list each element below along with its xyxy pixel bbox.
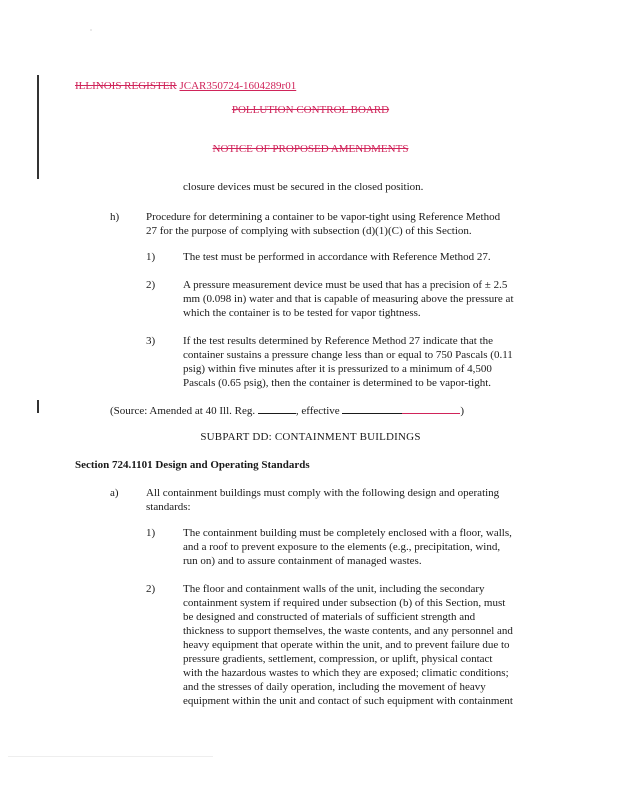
change-bar-source (37, 400, 39, 413)
subpart-heading: SUBPART DD: CONTAINMENT BUILDINGS (200, 431, 421, 443)
item-a2-line-8: and the stresses of daily operation, including the movement of heavy (183, 681, 486, 693)
item-h2-line-2: mm (0.098 in) water and that is capable of measuring above the pressure at (183, 293, 514, 305)
register-inserted: JCAR350724-1604289r01 (179, 80, 297, 92)
item-h2-line-3: which the container is to be tested for vapor tightness. (183, 307, 421, 319)
source-end: ) (460, 405, 465, 417)
item-a2-line-3: be designed and constructed of materials of sufficient strength and (183, 611, 476, 623)
item-h1-line-1: The test must be performed in accordance with Reference Method 27. (183, 251, 491, 263)
section-heading: Section 724.1101 Design and Operating Standards (75, 459, 310, 471)
scan-rule (8, 756, 213, 757)
source-date-blank (342, 402, 402, 414)
closure-line: closure devices must be secured in the closed position. (183, 181, 424, 193)
item-a2-line-9: equipment within the unit and contact of such equipment with containment (183, 695, 513, 707)
item-a1-label: 1) (146, 527, 156, 539)
item-a2-line-4: thickness to support themselves, the waste contents, and any personnel and (183, 625, 513, 637)
scan-mark (90, 29, 92, 31)
source-middle: , effective (295, 405, 340, 417)
item-h-line-2: 27 for the purpose of complying with subsection (d)(1)(C) of this Section. (146, 225, 472, 237)
item-h3-label: 3) (146, 335, 156, 347)
change-bar-top (37, 75, 39, 179)
item-h2-line-1: A pressure measurement device must be used that has a precision of ± 2.5 (183, 279, 508, 291)
register-header (75, 79, 296, 94)
item-a2-line-2: containment system if required under subsection (b) of this Section, must (183, 597, 506, 609)
item-a1-line-2: and a roof to prevent exposure to the elements (e.g., precipitation, wind, (183, 541, 501, 553)
source-prefix: (Source: Amended at 40 Ill. Reg. (110, 405, 256, 417)
item-a2-line-5: heavy equipment that operate within the unit, and to prevent failure due to (183, 639, 510, 651)
item-h2-label: 2) (146, 279, 156, 291)
register-struck: ILLINOIS REGISTER (75, 80, 177, 92)
item-h3-line-1: If the test results determined by Reference Method 27 indicate that the (183, 335, 494, 347)
source-reg-blank (258, 402, 296, 414)
item-h3-line-3: psig) within five minutes after it is pressurized to a minimum of 4,500 (183, 363, 492, 375)
item-a2-line-6: pressure gradients, settlement, compression, or uplift, physical contact (183, 653, 493, 665)
item-a1-line-3: run on) and to assure containment of managed wastes. (183, 555, 422, 567)
item-a2-line-1: The floor and containment walls of the unit, including the secondary (183, 583, 485, 595)
item-a-label: a) (110, 487, 119, 499)
item-h3-line-2: container sustains a pressure change less than or equal to 750 Pascals (0.11 (183, 349, 513, 361)
item-a1-line-1: The containment building must be completely enclosed with a floor, walls, (183, 527, 512, 539)
item-a-line-2: standards: (146, 501, 191, 513)
item-a-line-1: All containment buildings must comply with the following design and operating (146, 487, 500, 499)
source-date-blank-inserted (402, 402, 460, 414)
item-a2-line-7: with the hazardous wastes to which they are exposed; climatic conditions; (183, 667, 509, 679)
item-h-label: h) (110, 211, 120, 223)
notice-heading: NOTICE OF PROPOSED AMENDMENTS (212, 143, 409, 155)
board-heading: POLLUTION CONTROL BOARD (231, 104, 390, 116)
item-h3-line-4: Pascals (0.65 psig), then the container is determined to be vapor-tight. (183, 377, 492, 389)
item-h1-label: 1) (146, 251, 156, 263)
item-a2-label: 2) (146, 583, 156, 595)
item-h-line-1: Procedure for determining a container to be vapor-tight using Reference Method (146, 211, 501, 223)
source-note (110, 402, 464, 419)
